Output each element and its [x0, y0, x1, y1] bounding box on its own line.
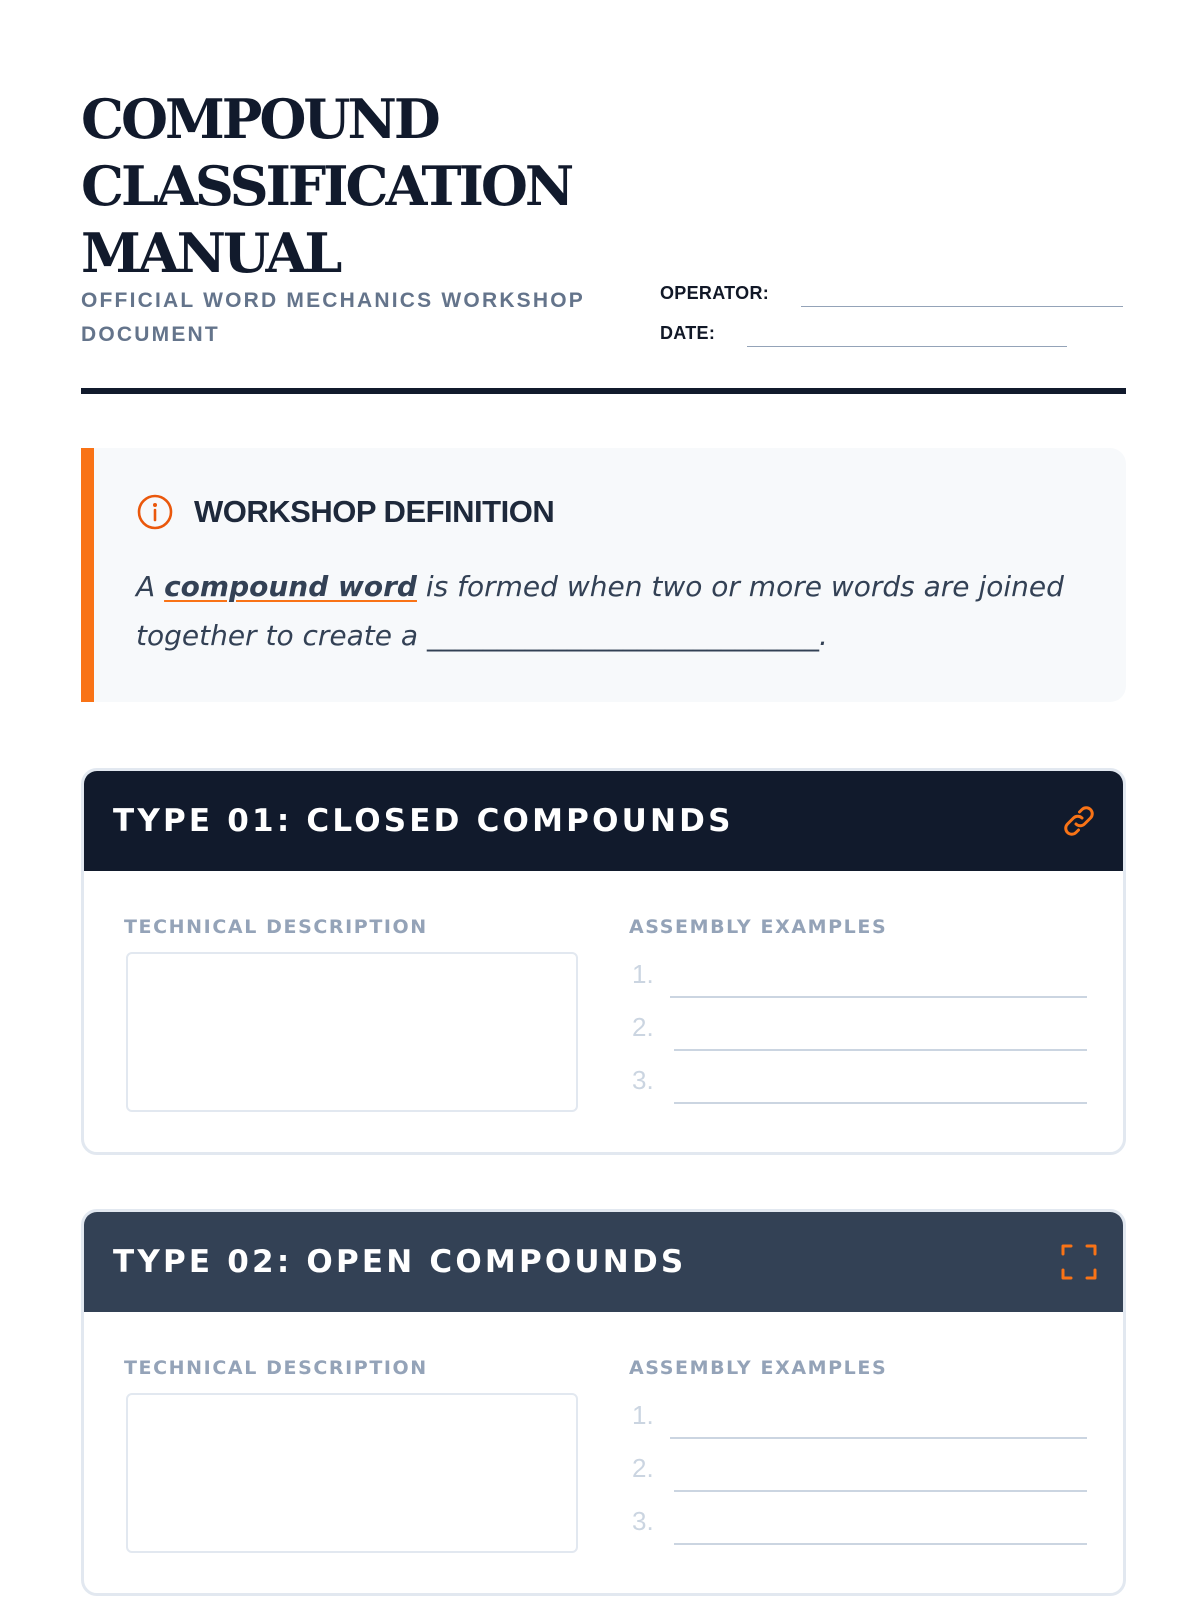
example-number: 1. [632, 959, 654, 989]
example-number: 2. [632, 1012, 654, 1042]
example-field[interactable] [670, 1437, 1087, 1439]
technical-description-label: TECHNICAL DESCRIPTION [124, 1357, 428, 1379]
definition-callout [81, 448, 1126, 702]
technical-description-input[interactable] [126, 1393, 578, 1553]
technical-description-input[interactable] [126, 952, 578, 1112]
definition-term: compound word [164, 570, 417, 603]
example-number: 2. [632, 1453, 654, 1483]
frame-corners-icon [1059, 1242, 1099, 1282]
section-header [84, 1212, 1123, 1312]
definition-heading: WORKSHOP DEFINITION [194, 494, 555, 529]
date-field[interactable] [747, 346, 1067, 347]
date-label: DATE: [660, 323, 716, 343]
operator-label: OPERATOR: [660, 283, 770, 303]
definition-blank[interactable]: ____________________________ [426, 619, 819, 652]
assembly-examples-label: ASSEMBLY EXAMPLES [629, 1357, 888, 1379]
definition-text-middle: is formed when two or more words are joined together to create a [136, 570, 1064, 652]
example-row [632, 1506, 1087, 1546]
example-row [632, 1065, 1087, 1105]
example-field[interactable] [674, 1490, 1087, 1492]
section-header [84, 771, 1123, 871]
example-number: 3. [632, 1506, 654, 1536]
header-divider [81, 388, 1126, 394]
page-subtitle: OFFICIAL WORD MECHANICS WORKSHOP DOCUMENT [81, 289, 585, 346]
definition-text [136, 562, 1086, 660]
section-title: TYPE 02: OPEN COMPOUNDS [113, 1244, 687, 1280]
section-title: TYPE 01: CLOSED COMPOUNDS [113, 803, 734, 839]
example-number: 1. [632, 1400, 654, 1430]
title-line-3: MANUAL [81, 221, 340, 285]
technical-description-label: TECHNICAL DESCRIPTION [124, 916, 428, 938]
title-line-1: COMPOUND [81, 87, 438, 151]
example-row [632, 1400, 1087, 1440]
operator-field[interactable] [801, 306, 1123, 307]
link-icon [1059, 801, 1099, 841]
info-circle-icon [136, 493, 174, 531]
example-row [632, 959, 1087, 999]
page-title [81, 86, 721, 287]
section-open-compounds [81, 1209, 1126, 1596]
example-field[interactable] [674, 1102, 1087, 1104]
example-row [632, 1012, 1087, 1052]
example-number: 3. [632, 1065, 654, 1095]
example-field[interactable] [670, 996, 1087, 998]
assembly-examples-label: ASSEMBLY EXAMPLES [629, 916, 888, 938]
title-line-2: CLASSIFICATION [81, 154, 572, 218]
example-field[interactable] [674, 1049, 1087, 1051]
section-closed-compounds [81, 768, 1126, 1155]
definition-text-start: A [136, 570, 156, 603]
example-row [632, 1453, 1087, 1493]
example-field[interactable] [674, 1543, 1087, 1545]
definition-text-end: . [818, 619, 828, 652]
